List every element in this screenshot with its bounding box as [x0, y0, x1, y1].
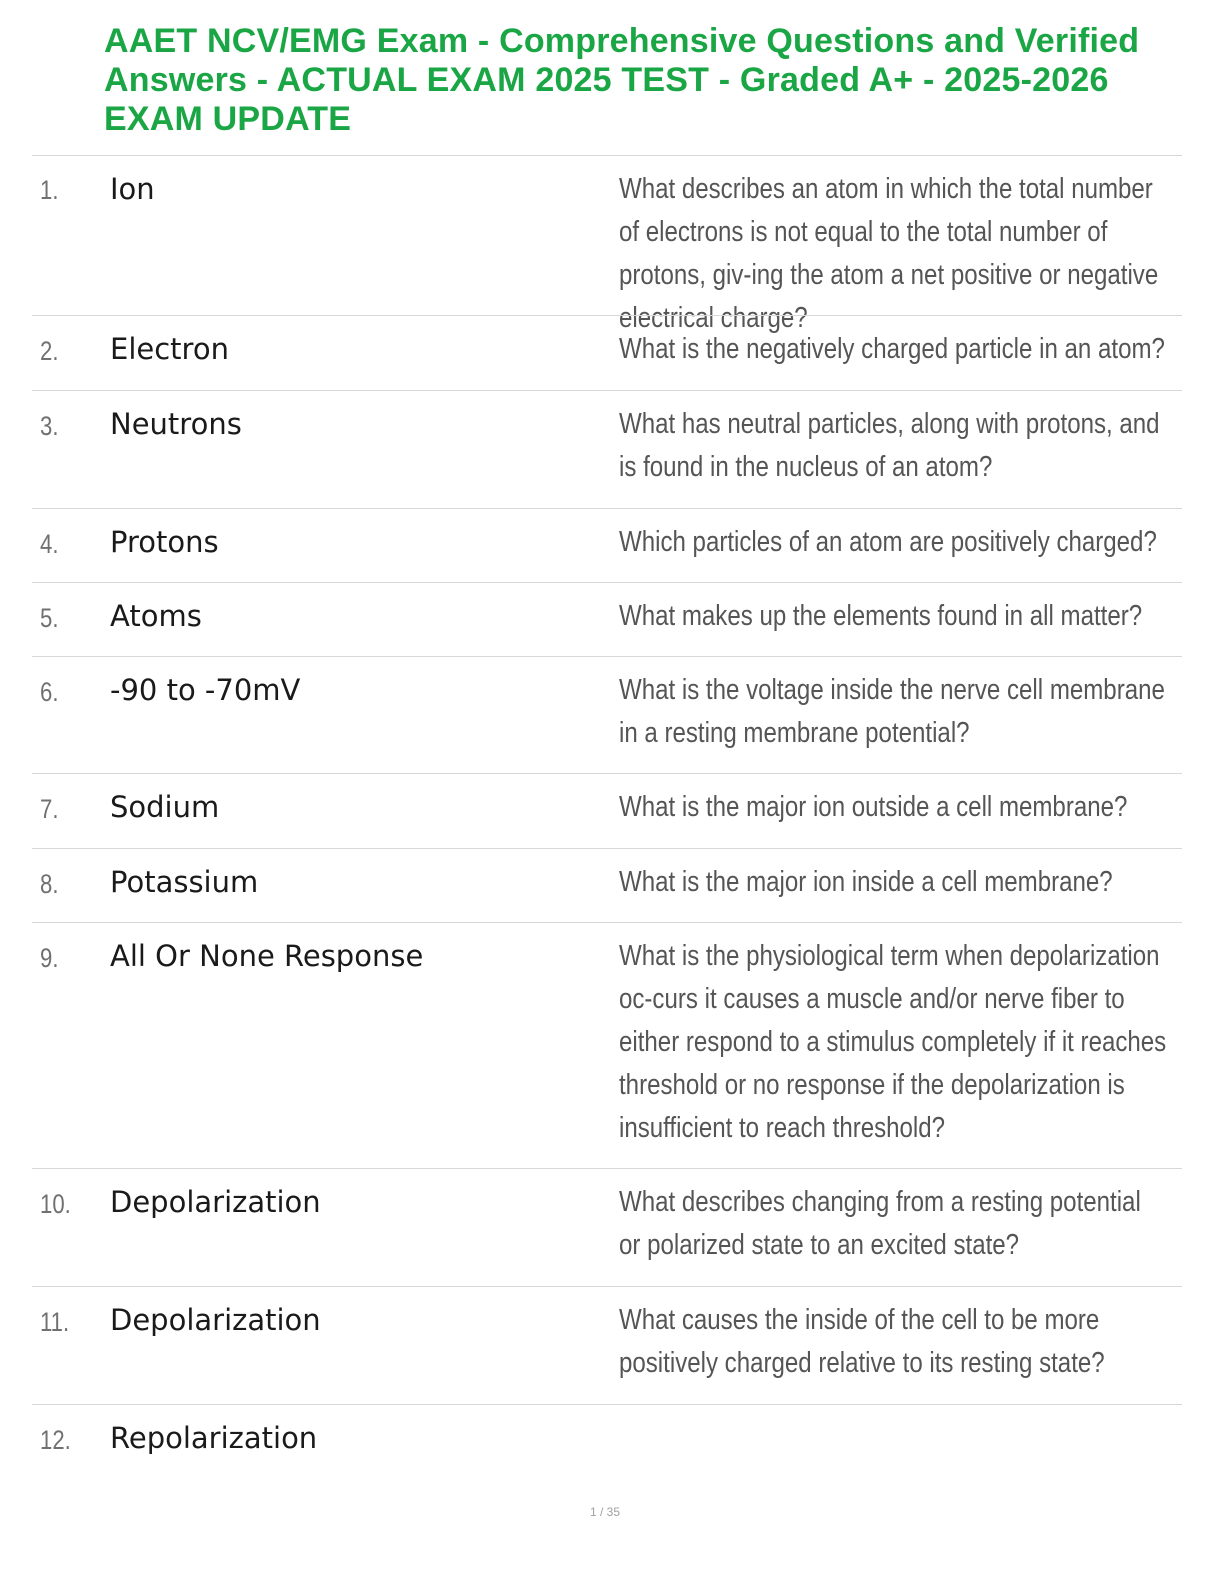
item-term: -90 to -70mV [110, 673, 301, 707]
item-term: Neutrons [110, 407, 242, 441]
item-definition: What is the physiological term when depolarization oc-curs it causes a muscle and/or nerve fiber to either respond to a stimulus completely if it reaches threshold or no response if the depolarization is insufficient to reach threshold? [619, 940, 1167, 1144]
item-number: 8. [40, 869, 59, 899]
item-definition: What describes an atom in which the total number of electrons is not equal to the total number of protons, giv-ing the atom a net positive or negative electrical charge? [619, 173, 1159, 334]
row-divider [32, 922, 1182, 923]
item-number: 12. [40, 1425, 71, 1455]
item-number: 7. [40, 794, 59, 824]
row-divider [32, 155, 1182, 156]
item-number: 10. [40, 1189, 71, 1219]
item-term: Depolarization [110, 1303, 321, 1337]
row-divider [32, 1168, 1182, 1169]
item-term: Ion [110, 172, 155, 206]
item-term: Repolarization [110, 1421, 318, 1455]
row-divider [32, 315, 1182, 316]
item-definition: What describes changing from a resting potential or polarized state to an excited state? [619, 1186, 1141, 1261]
row-divider [32, 1286, 1182, 1287]
item-number: 3. [40, 411, 59, 441]
item-number: 2. [40, 336, 59, 366]
item-definition: What is the negatively charged particle in an atom? [619, 333, 1165, 365]
row-divider [32, 390, 1182, 391]
item-definition: Which particles of an atom are positively charged? [619, 526, 1157, 558]
row-divider [32, 1404, 1182, 1405]
item-number: 4. [40, 529, 59, 559]
item-number: 11. [40, 1307, 70, 1337]
row-divider [32, 656, 1182, 657]
item-term: Depolarization [110, 1185, 321, 1219]
item-number: 5. [40, 603, 59, 633]
item-definition: What is the major ion outside a cell membrane? [619, 791, 1128, 823]
item-term: Electron [110, 332, 229, 366]
item-term: All Or None Response [110, 939, 424, 973]
item-definition: What is the voltage inside the nerve cell membrane in a resting membrane potential? [619, 674, 1165, 749]
item-number: 9. [40, 943, 59, 973]
row-divider [32, 508, 1182, 509]
document-title: AAET NCV/EMG Exam - Comprehensive Questions and Verified Answers - ACTUAL EXAM 2025 TEST - Graded A+ - 2025-2026 EXAM UPDATE [104, 22, 1140, 138]
row-divider [32, 848, 1182, 849]
item-number: 1. [40, 175, 59, 205]
item-number: 6. [40, 677, 59, 707]
item-term: Protons [110, 525, 219, 559]
row-divider [32, 582, 1182, 583]
item-definition: What makes up the elements found in all matter? [619, 600, 1143, 632]
item-term: Sodium [110, 790, 220, 824]
item-term: Potassium [110, 865, 259, 899]
item-definition: What has neutral particles, along with protons, and is found in the nucleus of an atom? [619, 408, 1160, 483]
item-definition: What causes the inside of the cell to be more positively charged relative to its resting state? [619, 1304, 1105, 1379]
row-divider [32, 773, 1182, 774]
item-definition: What is the major ion inside a cell membrane? [619, 866, 1113, 898]
page-indicator: 1 / 35 [589, 1505, 621, 1519]
item-term: Atoms [110, 599, 202, 633]
